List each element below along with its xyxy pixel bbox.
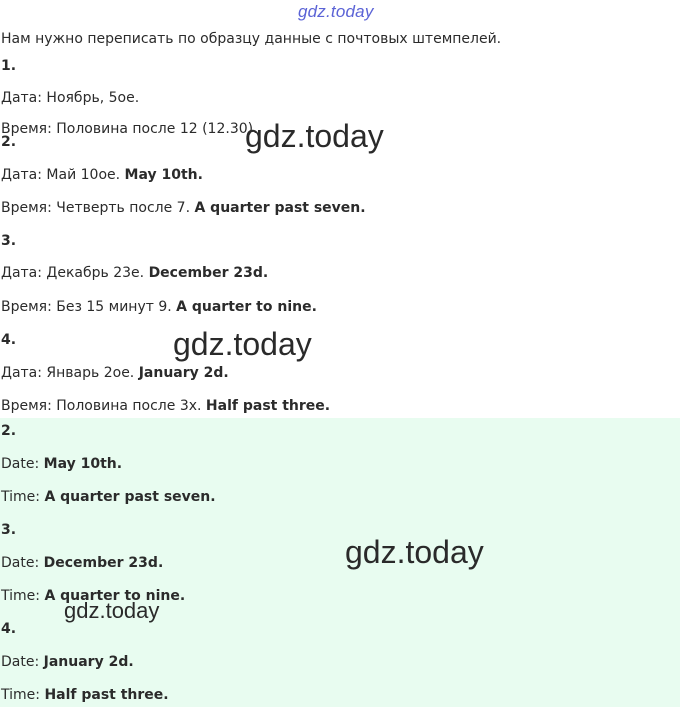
- watermark-2: gdz.today: [173, 326, 312, 362]
- answer-number-2: 2.: [1, 423, 17, 439]
- intro-text: Нам нужно переписать по образцу данные с почтовых штемпелей.: [1, 31, 502, 47]
- watermark-1: gdz.today: [245, 118, 384, 154]
- answer-date-2: Date: May 10th.: [1, 456, 123, 472]
- answer-time-3: Time: A quarter to nine.: [1, 588, 186, 604]
- answer-time-2: Time: A quarter past seven.: [1, 489, 216, 505]
- answer-date-4: Date: January 2d.: [1, 654, 134, 670]
- watermark-4: gdz.today: [64, 598, 160, 623]
- item-number-3: 3.: [1, 233, 17, 249]
- date-line-2: Дата: Май 10ое. May 10th.: [1, 167, 203, 183]
- time-line-1-clipped: Время: Половина после 12 (12.30).: [1, 121, 258, 137]
- answer-date-3: Date: December 23d.: [1, 555, 164, 571]
- time-line-2: Время: Четверть после 7. A quarter past seven.: [1, 200, 366, 216]
- date-line-1: Дата: Ноябрь, 5ое.: [1, 90, 140, 106]
- time-line-4: Время: Половина после 3х. Half past three.: [1, 398, 331, 414]
- item-number-2: 2.: [1, 134, 17, 150]
- item-number-1: 1.: [1, 58, 17, 74]
- item-number-4: 4.: [1, 332, 17, 348]
- answer-number-4: 4.: [1, 621, 17, 637]
- time-line-3: Время: Без 15 минут 9. A quarter to nine.: [1, 299, 317, 315]
- watermark-top: gdz.today: [298, 2, 374, 21]
- date-line-4: Дата: Январь 2ое. January 2d.: [1, 365, 229, 381]
- date-line-3: Дата: Декабрь 23е. December 23d.: [1, 265, 269, 281]
- answer-time-4: Time: Half past three.: [1, 687, 169, 703]
- answer-number-3: 3.: [1, 522, 17, 538]
- watermark-3: gdz.today: [345, 534, 484, 570]
